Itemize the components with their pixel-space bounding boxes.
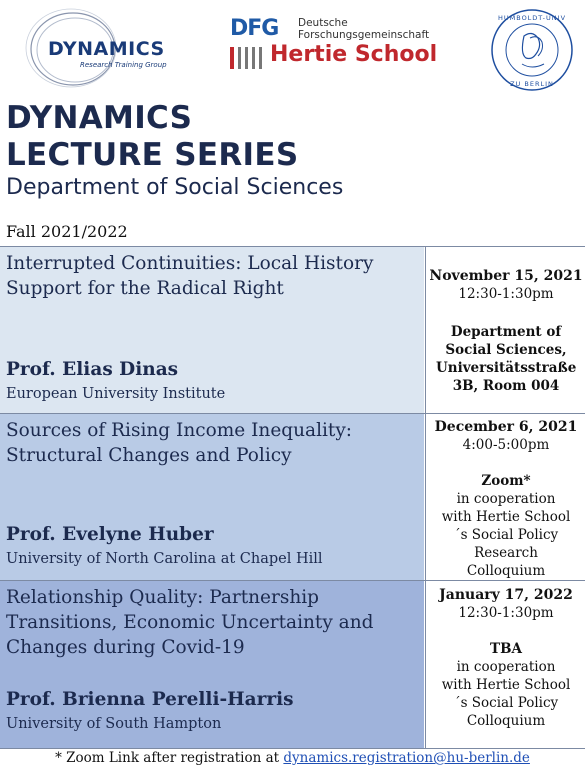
lecture-row xyxy=(0,580,585,749)
lecture-row xyxy=(0,246,585,414)
lecture-note: in cooperation with Hertie School´s Social Policy Colloquium xyxy=(441,659,571,729)
lecture-time: 12:30-1:30pm xyxy=(458,605,554,621)
lecture-title: Interrupted Continuities: Local History Support for the Radical Right xyxy=(6,253,374,299)
lecture-institution: University of South Hampton xyxy=(6,716,222,732)
title-line1: DYNAMICS xyxy=(6,100,193,136)
term-label: Fall 2021/2022 xyxy=(6,222,128,241)
lecture-schedule xyxy=(425,581,585,749)
svg-text:HUMBOLDT-UNIV: HUMBOLDT-UNIV xyxy=(497,14,567,22)
lecture-title: Sources of Rising Income Inequality: Structural Changes and Policy xyxy=(6,420,353,466)
svg-text:ZU BERLIN: ZU BERLIN xyxy=(510,80,554,88)
lecture-info xyxy=(0,581,424,749)
lecture-speaker: Prof. Evelyne Huber xyxy=(6,524,214,545)
lecture-location: Department of Social Sciences, Universitätsstraße 3B, Room 004 xyxy=(436,324,577,394)
hertie-bars-icon xyxy=(230,47,266,69)
dfg-hertie-logo xyxy=(230,14,438,74)
footer xyxy=(0,748,585,769)
dfg-line2: Forschungsgemeinschaft xyxy=(298,29,430,41)
humboldt-seal-icon xyxy=(488,6,576,94)
title-line2: LECTURE SERIES xyxy=(6,137,299,173)
lecture-note: in cooperation with Hertie School´s Social Policy Research Colloquium xyxy=(441,491,571,579)
lecture-title: Relationship Quality: Partnership Transitions, Economic Uncertainty and Changes during Covid-19 xyxy=(6,587,374,658)
dynamics-logo-sub: Research Training Group xyxy=(80,61,167,69)
footer-text: * Zoom Link after registration at xyxy=(55,750,284,766)
lecture-schedule xyxy=(425,247,585,414)
page-subtitle: Department of Social Sciences xyxy=(6,175,344,200)
lecture-date: January 17, 2022 xyxy=(439,587,573,603)
lecture-info xyxy=(0,414,424,581)
lecture-schedule xyxy=(425,414,585,581)
dfg-text xyxy=(298,17,429,41)
lecture-date: November 15, 2021 xyxy=(429,268,583,284)
lecture-institution: University of North Carolina at Chapel Hill xyxy=(6,551,323,567)
dfg-line1: Deutsche xyxy=(298,17,348,29)
page-title xyxy=(6,100,298,174)
lecture-location: TBA xyxy=(490,641,522,657)
dynamics-logo-name: DYNAMICS xyxy=(48,38,165,60)
lecture-speaker: Prof. Elias Dinas xyxy=(6,359,179,380)
logo-bar xyxy=(0,0,585,96)
lecture-row xyxy=(0,413,585,581)
lecture-time: 12:30-1:30pm xyxy=(458,286,554,302)
lecture-date: December 6, 2021 xyxy=(434,419,578,435)
lecture-time: 4:00-5:00pm xyxy=(462,437,550,453)
dynamics-logo xyxy=(18,8,178,90)
hertie-school-name: Hertie School xyxy=(270,42,438,67)
lecture-speaker: Prof. Brienna Perelli-Harris xyxy=(6,689,294,710)
registration-email-link[interactable]: dynamics.registration@hu-berlin.de xyxy=(283,750,530,766)
dfg-mark: DFG xyxy=(230,16,279,41)
lecture-info xyxy=(0,247,424,414)
lecture-location: Zoom* xyxy=(481,473,531,489)
lecture-institution: European University Institute xyxy=(6,386,226,402)
